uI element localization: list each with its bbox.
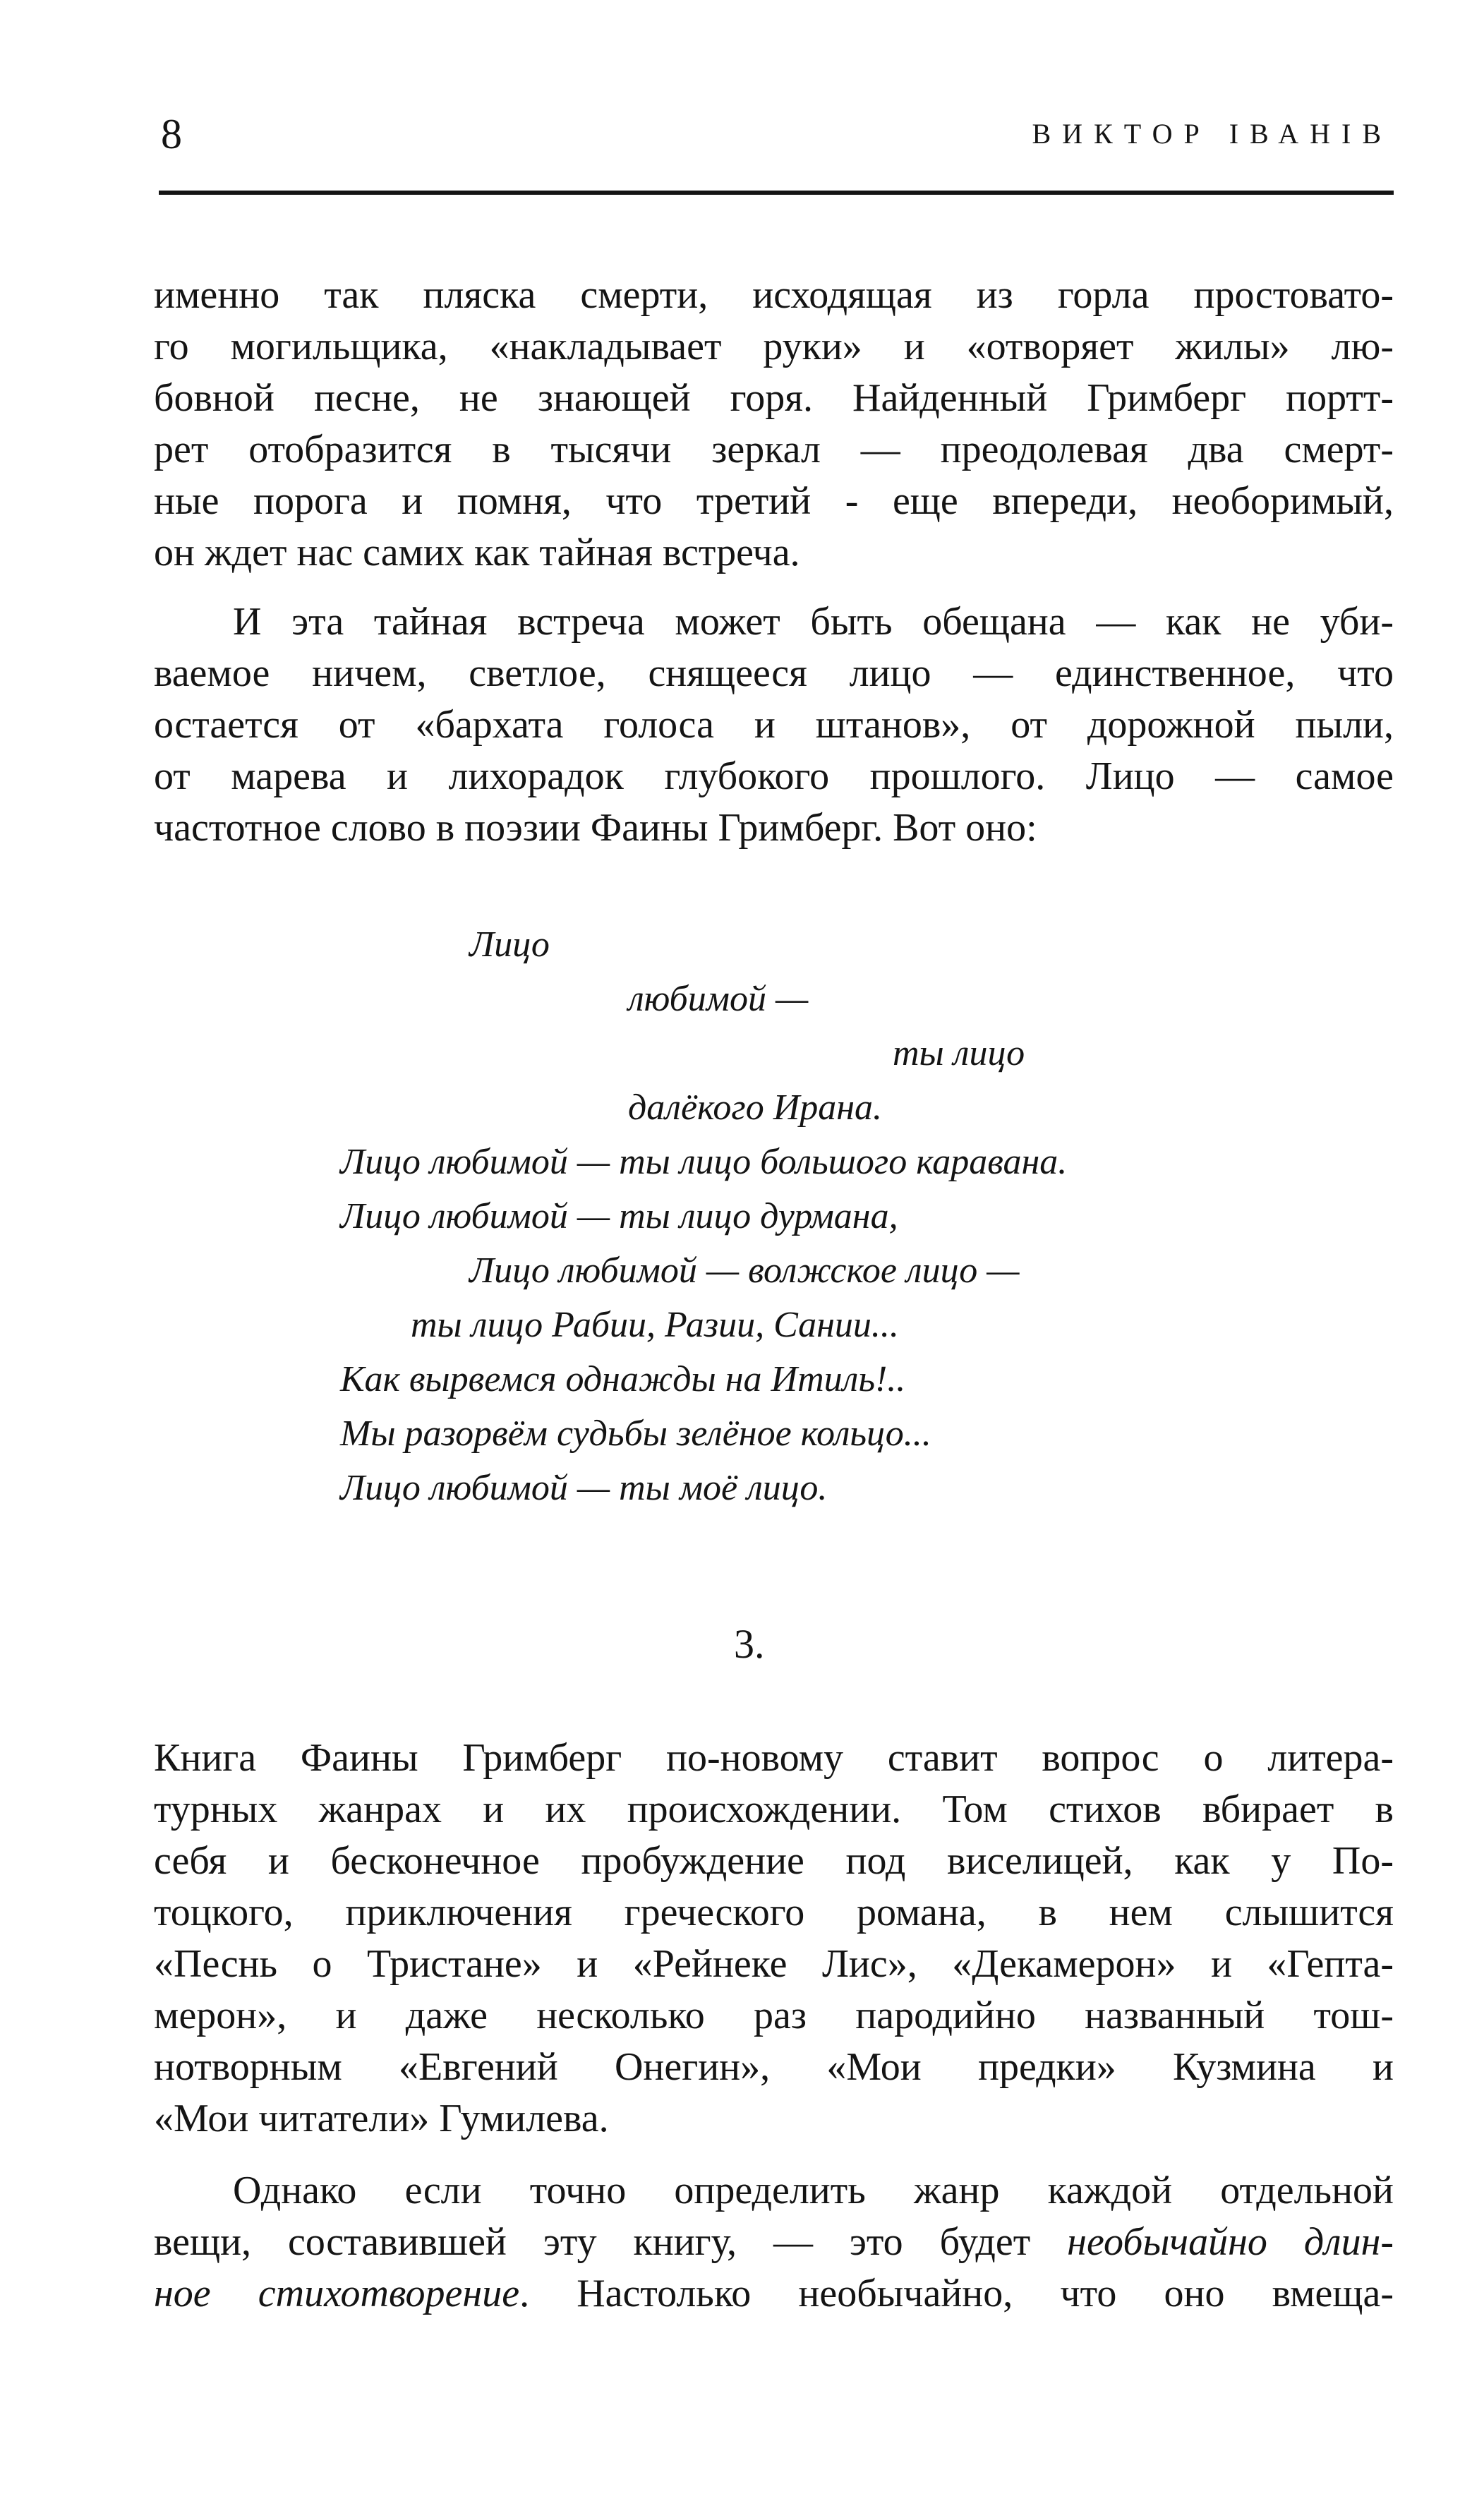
poem-line: любимой — (628, 979, 809, 1019)
text-run: . Настолько необычайно, что оно вмеща- (519, 2272, 1394, 2315)
poem-line: Мы разорвём судьбы зелёное кольцо... (340, 1414, 931, 1454)
page-header (154, 106, 1392, 162)
paragraph-3 (154, 1732, 1394, 2145)
poem-line: далёкого Ирана. (628, 1087, 883, 1128)
poem-line: Лицо любимой — ты лицо большого каравана. (340, 1142, 1068, 1182)
italic-text-run: необычайно длин- (1067, 2220, 1394, 2264)
text-line: нотворным «Евгений Онегин», «Мои предки» Кузмина и (154, 2045, 1394, 2089)
text-line: Однако если точно определить жанр каждой отдельной (233, 2169, 1394, 2212)
text-run: вещи, составившей эту книгу, — это будет (154, 2220, 1068, 2264)
text-line: ные порога и помня, что третий - еще впереди, необоримый, (154, 479, 1394, 523)
poem-line: Лицо любимой — ты лицо дурмана, (340, 1196, 898, 1236)
text-line: Книга Фаины Гримберг по-новому ставит вопрос о литера- (154, 1736, 1394, 1780)
paragraph-1 (154, 270, 1394, 579)
text-line: рет отобразится в тысячи зеркал — преодолевая два смерт- (154, 428, 1394, 471)
text-line: тоцкого, приключения греческого романа, в нем слышится (154, 1891, 1394, 1934)
poem-line: Лицо (469, 924, 550, 965)
paragraph-2 (154, 596, 1394, 854)
poem-line: Лицо любимой — волжское лицо — (469, 1250, 1020, 1291)
text-line: го могильщика, «накладывает руки» и «отворяет жилы» лю- (154, 325, 1394, 368)
text-line: турных жанрах и их происхождении. Том стихов вбирает в (154, 1788, 1394, 1831)
text-line: «Мои читатели» Гумилева. (154, 2097, 609, 2140)
poem-line: Лицо любимой — ты моё лицо. (340, 1468, 828, 1508)
running-head: ВИКТОР ІВАНІВ (1032, 118, 1392, 150)
italic-text-run: ное стихотворение (154, 2272, 520, 2315)
text-line: ваемое ничем, светлое, снящееся лицо — единственное, что (154, 651, 1394, 695)
text-line: именно так пляска смерти, исходящая из горла простовато- (154, 273, 1394, 317)
paragraph-4 (154, 2165, 1394, 2320)
text-line: бовной песне, не знающей горя. Найденный Гримберг портт- (154, 376, 1394, 420)
text-line: остается от «бархата голоса и штанов», от дорожной пыли, (154, 703, 1394, 747)
text-line: он ждет нас самих как тайная встреча. (154, 531, 800, 574)
poem-line: ты лицо Рабии, Разии, Сании... (411, 1305, 899, 1345)
poem-line: ты лицо (893, 1033, 1025, 1073)
page-number: 8 (161, 111, 182, 157)
poem-line: Как вырвемся однажды на Итиль!.. (340, 1359, 906, 1399)
text-line: мерон», и даже несколько раз пародийно названный тош- (154, 1994, 1394, 2037)
text-line: И эта тайная встреча может быть обещана — как не уби- (233, 600, 1394, 644)
text-line: частотное слово в поэзии Фаины Гримберг. Вот оно: (154, 806, 1037, 850)
section-number: 3. (734, 1621, 765, 1667)
header-rule (159, 191, 1394, 195)
text-line (154, 2268, 1394, 2320)
text-line: от марева и лихорадок глубокого прошлого. Лицо — самое (154, 754, 1394, 798)
text-line: себя и бесконечное пробуждение под виселицей, как у По- (154, 1839, 1394, 1883)
text-line (154, 2217, 1394, 2268)
text-line: «Песнь о Тристане» и «Рейнеке Лис», «Декамерон» и «Гепта- (154, 1942, 1394, 1986)
